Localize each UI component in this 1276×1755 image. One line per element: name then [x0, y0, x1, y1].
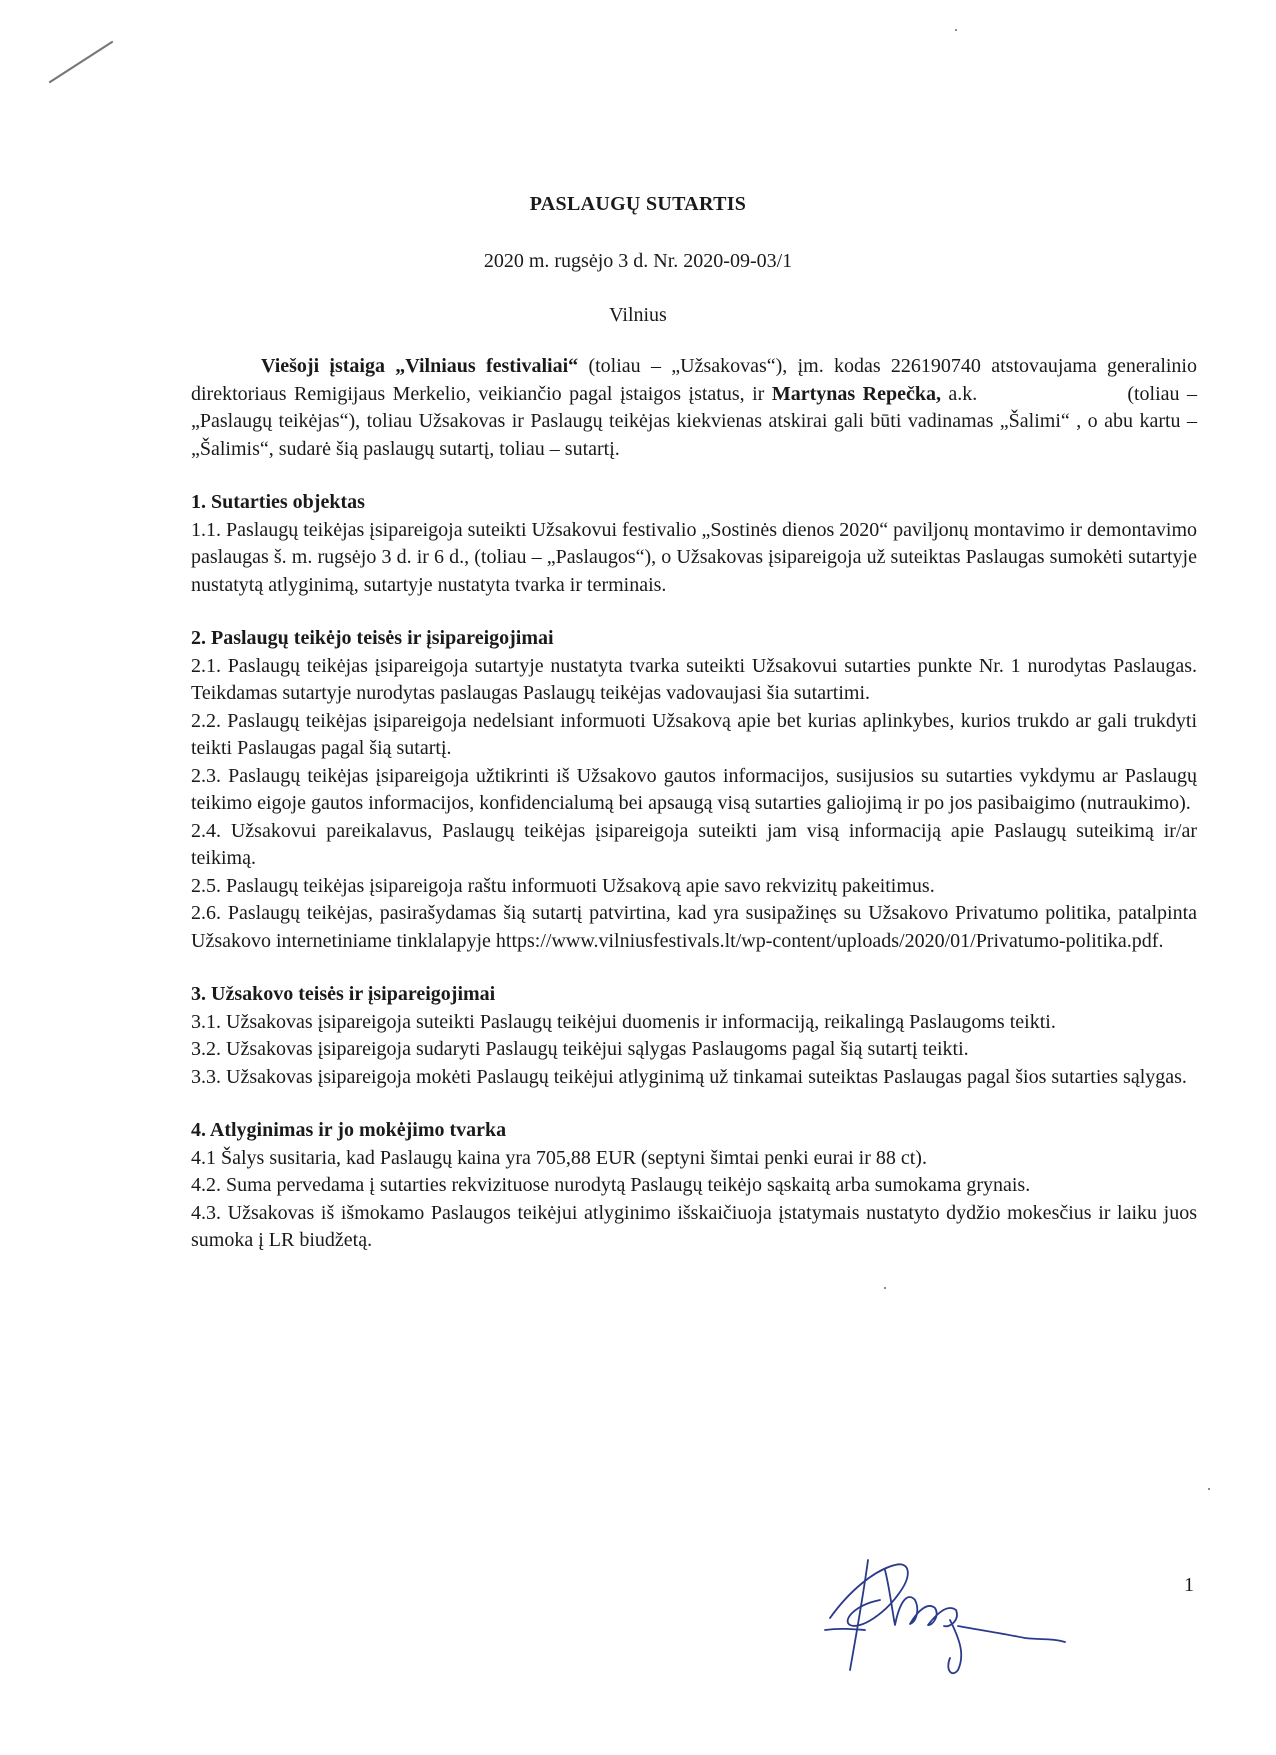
section-1 [191, 489, 1197, 599]
handwritten-signature [820, 1530, 1080, 1680]
contract-body [191, 353, 1197, 1255]
party1-name: Viešoji įstaiga „Vilniaus festivaliai“ [261, 355, 579, 377]
clause: 2.5. Paslaugų teikėjas įsipareigoja raštu informuoti Užsakovą apie savo rekvizitų pakeitimus. [191, 874, 935, 897]
scan-speck [955, 29, 957, 31]
clause: 3.1. Užsakovas įsipareigoja suteikti Paslaugų teikėjui duomenis ir informaciją, reikalingą Paslaugoms teikti. [191, 1010, 1056, 1033]
clause: 2.3. Paslaugų teikėjas įsipareigoja užtikrinti iš Užsakovo gautos informacijos, susijusios su sutarties vykdymu ar Paslaugų teikimo eigoje gautos informacijos, konfidencialumą bei apsaugą visą sutarties galiojimą ir po jos pasibaigimo (nutraukimo). [191, 764, 1197, 814]
section-heading: 2. Paslaugų teikėjo teisės ir įsipareigojimai [191, 627, 554, 649]
clause: 2.1. Paslaugų teikėjas įsipareigoja sutartyje nustatyta tvarka suteikti Užsakovui sutarties punkte Nr. 1 nurodytas Paslaugas. Teikdamas sutartyje nurodytas paslaugas Paslaugų teikėjas vadovaujasi šia sutartimi. [191, 654, 1197, 704]
clause: 2.6. Paslaugų teikėjas, pasirašydamas šią sutartį patvirtina, kad yra susipažinęs su Užsakovo Privatumo politika, patalpinta Užsakovo internetiniame tinklalapyje https://www.vilniusfestivals.lt/wp-content/uploads/2020/01/Privatumo-politika.pdf. [191, 902, 1197, 952]
document-title: PASLAUGŲ SUTARTIS [529, 193, 747, 215]
section-2 [191, 625, 1197, 955]
clause: 4.2. Suma pervedama į sutarties rekvizituose nurodytą Paslaugų teikėjo sąskaitą arba sumokama grynais. [191, 1174, 1031, 1196]
section-heading: 4. Atlyginimas ir jo mokėjimo tvarka [191, 1119, 507, 1141]
clause: 2.4. Užsakovui pareikalavus, Paslaugų teikėjas įsipareigoja suteikti jam visą informaciją apie Paslaugų suteikimą ir/ar teikimą. [191, 819, 1197, 869]
clause: 1.1. Paslaugų teikėjas įsipareigoja suteikti Užsakovui festivalio „Sostinės dienos 2020“ paviljonų montavimo ir demontavimo paslaugas š. m. rugsėjo 3 d. ir 6 d., (toliau – „Paslaugos“), o Užsakovas įsipareigoja už suteiktas Paslaugas sumokėti sutartyje nustatytą atlyginimą, sutartyje nustatyta tvarka ir terminais. [191, 518, 1197, 596]
section-3 [191, 981, 1197, 1091]
clause: 3.3. Užsakovas įsipareigoja mokėti Paslaugų teikėjui atlyginimą už tinkamai suteiktas Paslaugas pagal šios sutarties sąlygas. [191, 1065, 1187, 1088]
clause: 4.1 Šalys susitaria, kad Paslaugų kaina yra 705,88 EUR (septyni šimtai penki eurai ir 88 ct). [191, 1146, 927, 1169]
section-heading: 1. Sutarties objektas [191, 491, 365, 513]
clause: 3.2. Užsakovas įsipareigoja sudaryti Paslaugų teikėjui sąlygas Paslaugoms pagal šią sutartį teikti. [191, 1038, 969, 1060]
intro-part2: a.k. [940, 382, 978, 405]
party2-name: Martynas Repečka, [771, 382, 941, 405]
section-heading: 3. Užsakovo teisės ir įsipareigojimai [191, 983, 496, 1005]
document-place: Vilnius [609, 304, 667, 326]
intro-paragraph [191, 353, 1197, 463]
intro-part3: (toliau – „Paslaugų teikėjas“), toliau Užsakovas ir Paslaugų teikėjas kiekvienas atskirai gali būti vadinamas „Šalimi“ , o abu kartu – „Šalimis“, sudarė šią paslaugų sutartį, toliau – sutartį. [191, 382, 1197, 460]
document-date-number: 2020 m. rugsėjo 3 d. Nr. 2020-09-03/1 [483, 250, 793, 272]
clause: 2.2. Paslaugų teikėjas įsipareigoja nedelsiant informuoti Užsakovą apie bet kurias aplinkybes, kurios trukdo ar gali trukdyti teikti Paslaugas pagal šią sutartį. [191, 709, 1197, 759]
clause: 4.3. Užsakovas iš išmokamo Paslaugos teikėjui atlyginimo išskaičiuoja įstatymais nustatyto dydžio mokesčius ir laiku juos sumoka į LR biudžetą. [191, 1201, 1197, 1251]
pen-stroke-mark [48, 38, 118, 88]
scan-speck [884, 1287, 886, 1289]
scan-speck [1208, 1488, 1210, 1490]
intro-part1: (toliau – „Užsakovas“), įm. kodas 226190740 atstovaujama generalinio direktoriaus Remigijaus Merkelio, veikiančio pagal įstaigos įstatus, ir [191, 355, 1197, 405]
section-4 [191, 1117, 1197, 1255]
page-number: 1 [1184, 1574, 1194, 1596]
